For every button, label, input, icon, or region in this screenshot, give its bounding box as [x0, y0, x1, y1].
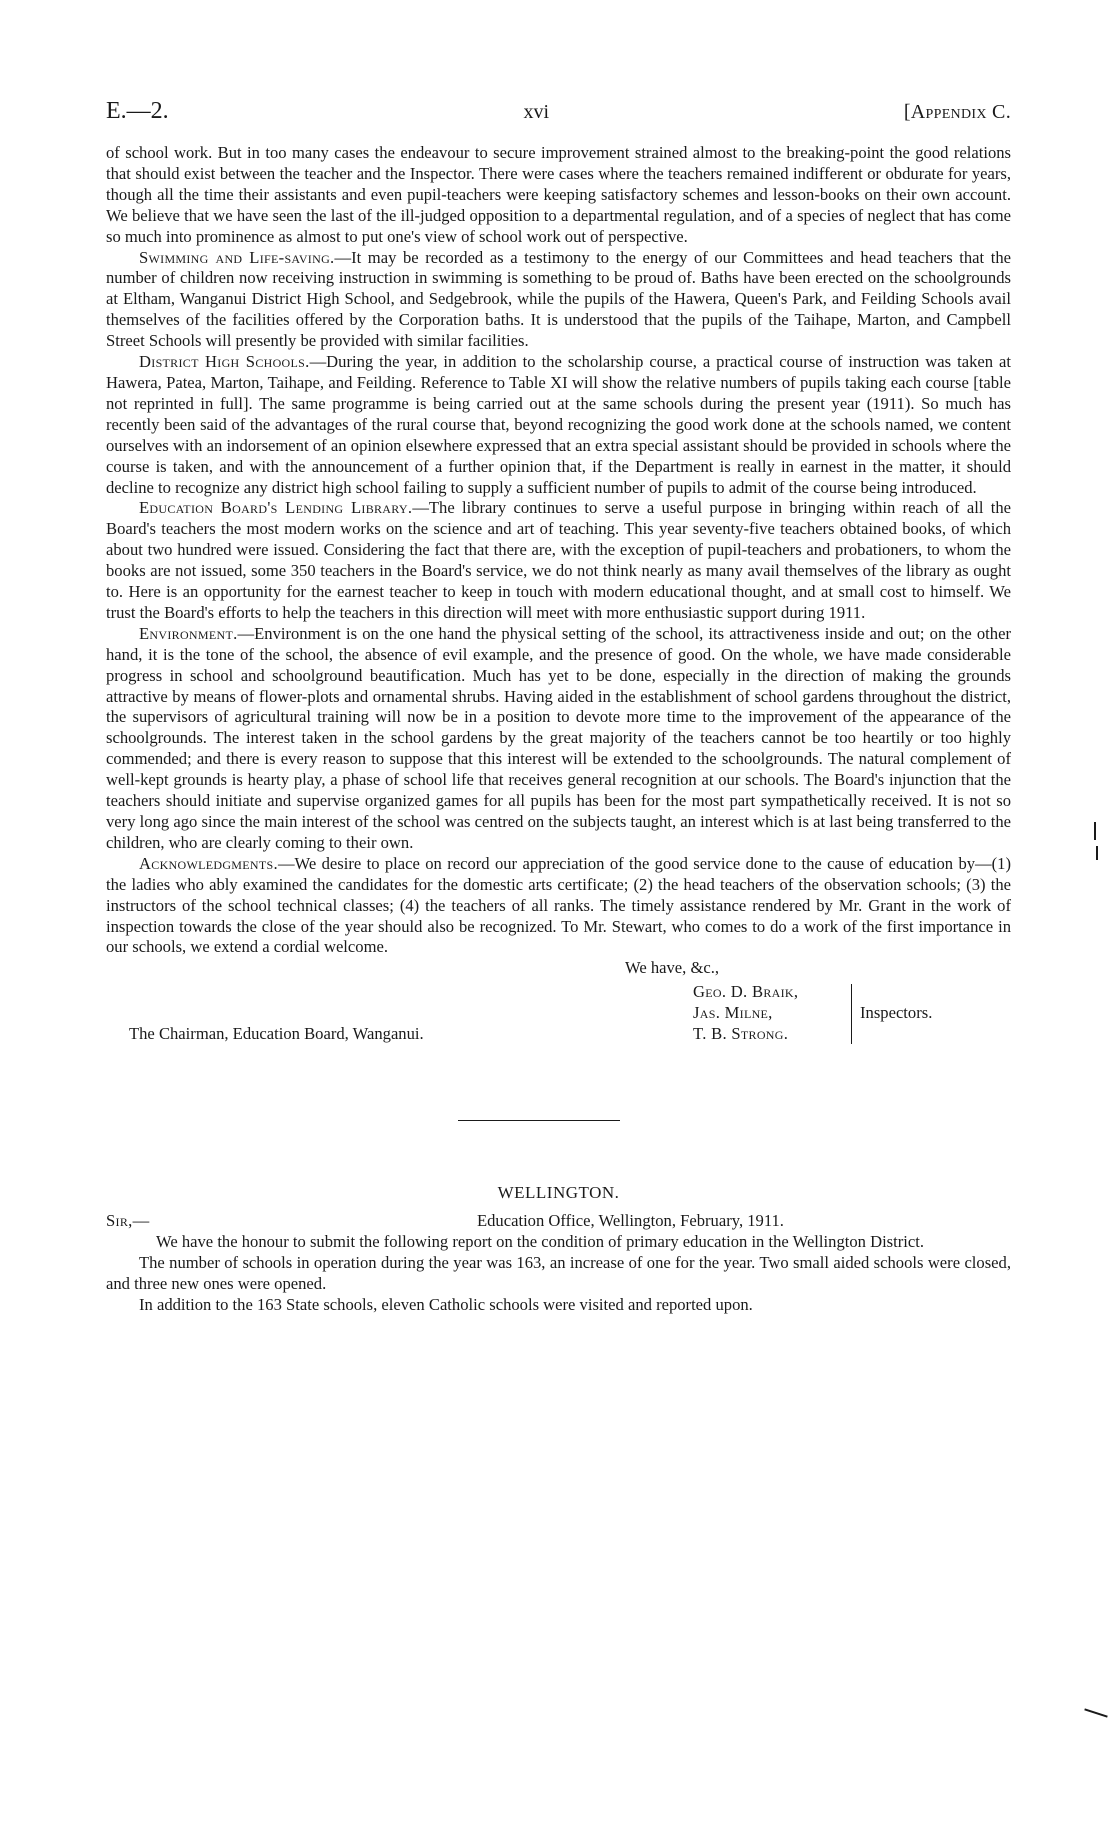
report-body — [106, 143, 1011, 958]
section-title-wellington: WELLINGTON. — [497, 1183, 620, 1203]
wellington-body — [106, 1232, 1011, 1316]
text-district-high-schools: —During the year, in addition to the scholarship course, a practical course of instruction was taken at Hawera, Patea, Marton, Taihape, and Feilding. Reference to Table XI will show the relative numbers of pupils taking each course [table not reprinted in full]. The same programme is being carried out at the same schools during the present year (1911). So much has recently been said of the advantages of the rural course that, beyond recognizing the good work done at the schools named, we content ourselves with an indorsement of an opinion elsewhere expressed that an extra special assistant should be provided in schools where the course is taken, and with the announcement of a further opinion that, if the Department is really in earnest in the matter, it should decline to recognize any district high school failing to supply a sufficient number of pupils to admit of the course being introduced. — [106, 352, 1011, 497]
page-number: xvi — [523, 101, 550, 123]
addressee: The Chairman, Education Board, Wanganui. — [129, 1024, 424, 1044]
signatory-list — [693, 982, 798, 1045]
heading-lending-library: Education Board's Lending Library. — [139, 498, 413, 518]
closing-phrase: We have, &c., — [625, 958, 720, 978]
paragraph-wellington-catholic: In addition to the 163 State schools, eleven Catholic schools were visited and reported upon. — [139, 1295, 753, 1315]
salutation: Sir,— — [106, 1211, 150, 1231]
signatory-braik: Geo. D. Braik, — [693, 982, 799, 1002]
closing-block — [106, 958, 1011, 1050]
paragraph-continuation: of school work. But in too many cases the endeavour to secure improvement strained almost to the breaking-point the good relations that should exist between the teacher and the Inspector. There were cases where the teachers remained indifferent or obdurate for years, though all the time their assistants and even pupil-teachers were keeping satisfactory schemes and lesson-books on their own account. We believe that we have seen the last of the ill-judged opposition to a departmental regulation, and of a species of neglect that has come so much into prominence as almost to put one's view of school work out of perspective. — [106, 143, 1011, 246]
margin-mark — [1096, 846, 1098, 860]
paragraph-lending-library — [106, 498, 1011, 623]
paragraph-district-high-schools — [106, 352, 1011, 498]
margin-mark — [1084, 1708, 1107, 1717]
paragraph-wellington-schools: The number of schools in operation during the year was 163, an increase of one for the year. Two small aided schools were closed, and three new ones were opened. — [106, 1253, 1011, 1294]
margin-mark — [1094, 822, 1096, 840]
signatory-milne: Jas. Milne, — [693, 1003, 773, 1023]
paragraph-environment — [106, 624, 1011, 854]
text-acknowledgments: —We desire to place on record our appreciation of the good service done to the cause of education by—(1) the ladies who ably examined the candidates for the domestic arts certificate; (2) the head teachers of the observation schools; (3) the instructors of the school technical classes; (4) the teachers of all ranks. The timely assistance rendered by Mr. Grant in the work of inspection towards the close of the year should also be recognized. To Mr. Stewart, who comes to do a work of the first importance in our schools, we extend a cordial welcome. — [106, 853, 1011, 957]
inspectors-label: Inspectors. — [860, 1003, 933, 1023]
document-page — [106, 98, 1011, 1316]
paragraph-wellington-intro: We have the honour to submit the following report on the condition of primary education in the Wellington District. — [156, 1232, 925, 1252]
heading-swimming: Swimming and Life-saving. — [139, 247, 335, 267]
appendix-label: [Appendix C. — [903, 101, 1011, 123]
text-environment: —Environment is on the one hand the physical setting of the school, its attractiveness inside and out; on the other hand, it is the tone of the school, the absence of evil example, and the presence of good. On the whole, we have made considerable progress in school and schoolground beautification. Much has yet to be done, especially in the direction of making the grounds attractive by means of flower-plots and ornamental shrubs. Having aided in the establishment of school gardens throughout the district, the supervisors of agricultural training will now be in a position to devote more time to the improvement of the appearance of the schoolgrounds. The interest taken in the school gardens by the great majority of the teachers cannot be too heartily or too highly commended; and there is every reason to suppose that this interest will be extended to the schoolgrounds. The natural complement of well-kept grounds is hearty play, a phase of school life that receives general recognition at our schools. The Board's injunction that the teachers should initiate and supervise organized games for all pupils has been for the most part sympathetically received. It is not so very long ago since the main interest of the school was centred on the subjects taught, an interest which is at last being transferred to the children, who are clearly coming to their own. — [106, 623, 1011, 852]
text-swimming: —It may be recorded as a testimony to the energy of our Committees and head teachers that the number of children now receiving instruction in swimming is something to be proud of. Baths have been erected on the schoolgrounds at Eltham, Wanganui District High School, and Sedgebrook, while the pupils of the Hawera, Queen's Park, and Feilding Schools avail themselves of the facilities offered by the Corporation baths. It is understood that the pupils of the Taihape, Marton, and Campbell Street Schools will presently be provided with similar facilities. — [106, 247, 1011, 351]
signatory-brace — [851, 984, 856, 1044]
paragraph-swimming — [106, 248, 1011, 353]
signatory-strong: T. B. Strong. — [693, 1024, 789, 1044]
document-code: E.—2. — [106, 98, 169, 124]
page-header — [106, 98, 1011, 125]
dateline: Education Office, Wellington, February, 1911. — [477, 1211, 784, 1231]
heading-district-high-schools: District High Schools. — [139, 352, 310, 372]
paragraph-acknowledgments — [106, 854, 1011, 959]
heading-environment: Environment. — [139, 623, 238, 643]
heading-acknowledgments: Acknowledgments. — [139, 853, 278, 873]
text-lending-library: —The library continues to serve a useful purpose in bringing within reach of all the Board's teachers the most modern works on the science and art of teaching. This year seventy-five teachers obtained books, of which about two hundred were issued. Considering the fact that there are, with the exception of pupil-teachers and probationers, to whom the books are not issued, some 350 teachers in the Board's service, we do not think nearly as many avail themselves of the library as ought to. Here is an opportunity for the earnest teacher to keep in touch with modern educational thought, and at small cost to himself. We trust the Board's efforts to help the teachers in this direction will meet with more enthusiastic support during 1911. — [106, 498, 1011, 622]
salutation-line — [106, 1211, 1011, 1232]
section-divider — [458, 1120, 620, 1121]
